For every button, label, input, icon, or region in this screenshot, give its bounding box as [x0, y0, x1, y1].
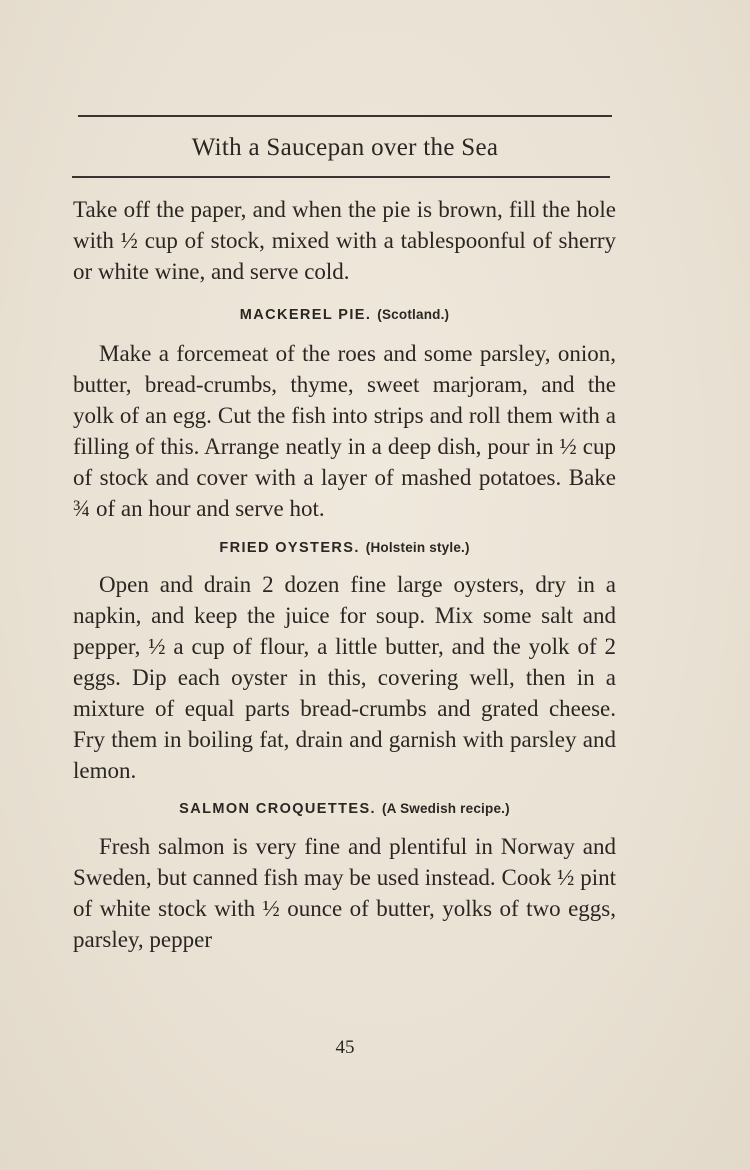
page-body: [73, 194, 616, 955]
header-rule-top: [78, 115, 612, 117]
mackerel-pie-title: MACKEREL PIE.: [239, 307, 372, 323]
salmon-croquettes-heading: [73, 799, 616, 819]
mackerel-pie-heading: [73, 305, 616, 325]
fried-oysters-heading: [73, 538, 616, 558]
page-number: 45: [335, 1037, 355, 1058]
intro-paragraph: Take off the paper, and when the pie is brown, fill the hole with ½ cup of stock, mixed with a tablespoonful of sherry or white wine, and serve cold.: [73, 197, 616, 284]
fried-oysters-paragraph: Open and drain 2 dozen fine large oysters, dry in a napkin, and keep the juice for soup. Mix some salt and pepper, ½ a cup of flour, a little butter, and the yolk of 2 eggs. Dip each oyster in this, covering well, then in a mixture of equal parts bread-crumbs and grated cheese. Fry them in boiling fat, drain and garnish with parsley and lemon.: [73, 572, 616, 783]
salmon-croquettes-title: SALMON CROQUETTES.: [179, 801, 376, 817]
header-rule-bottom: [72, 176, 610, 178]
running-head: With a Saucepan over the Sea: [191, 134, 499, 161]
mackerel-pie-paragraph: Make a forcemeat of the roes and some parsley, onion, butter, bread-crumbs, thyme, sweet marjoram, and the yolk of an egg. Cut the fish into strips and roll them with a filling of this. Arrange neatly in a deep dish, pour in ½ cup of stock and cover with a layer of mashed potatoes. Bake ¾ of an hour and serve hot.: [73, 341, 616, 521]
fried-oysters-origin: (Holstein style.): [365, 540, 470, 555]
salmon-croquettes-paragraph: Fresh salmon is very fine and plentiful in Norway and Sweden, but canned fish may be used instead. Cook ½ pint of white stock with ½ ounce of butter, yolks of two eggs, parsley, pepper: [73, 834, 616, 952]
mackerel-pie-origin: (Scotland.): [377, 307, 450, 322]
fried-oysters-title: FRIED OYSTERS.: [219, 540, 360, 556]
salmon-croquettes-origin: (A Swedish recipe.): [381, 801, 510, 816]
